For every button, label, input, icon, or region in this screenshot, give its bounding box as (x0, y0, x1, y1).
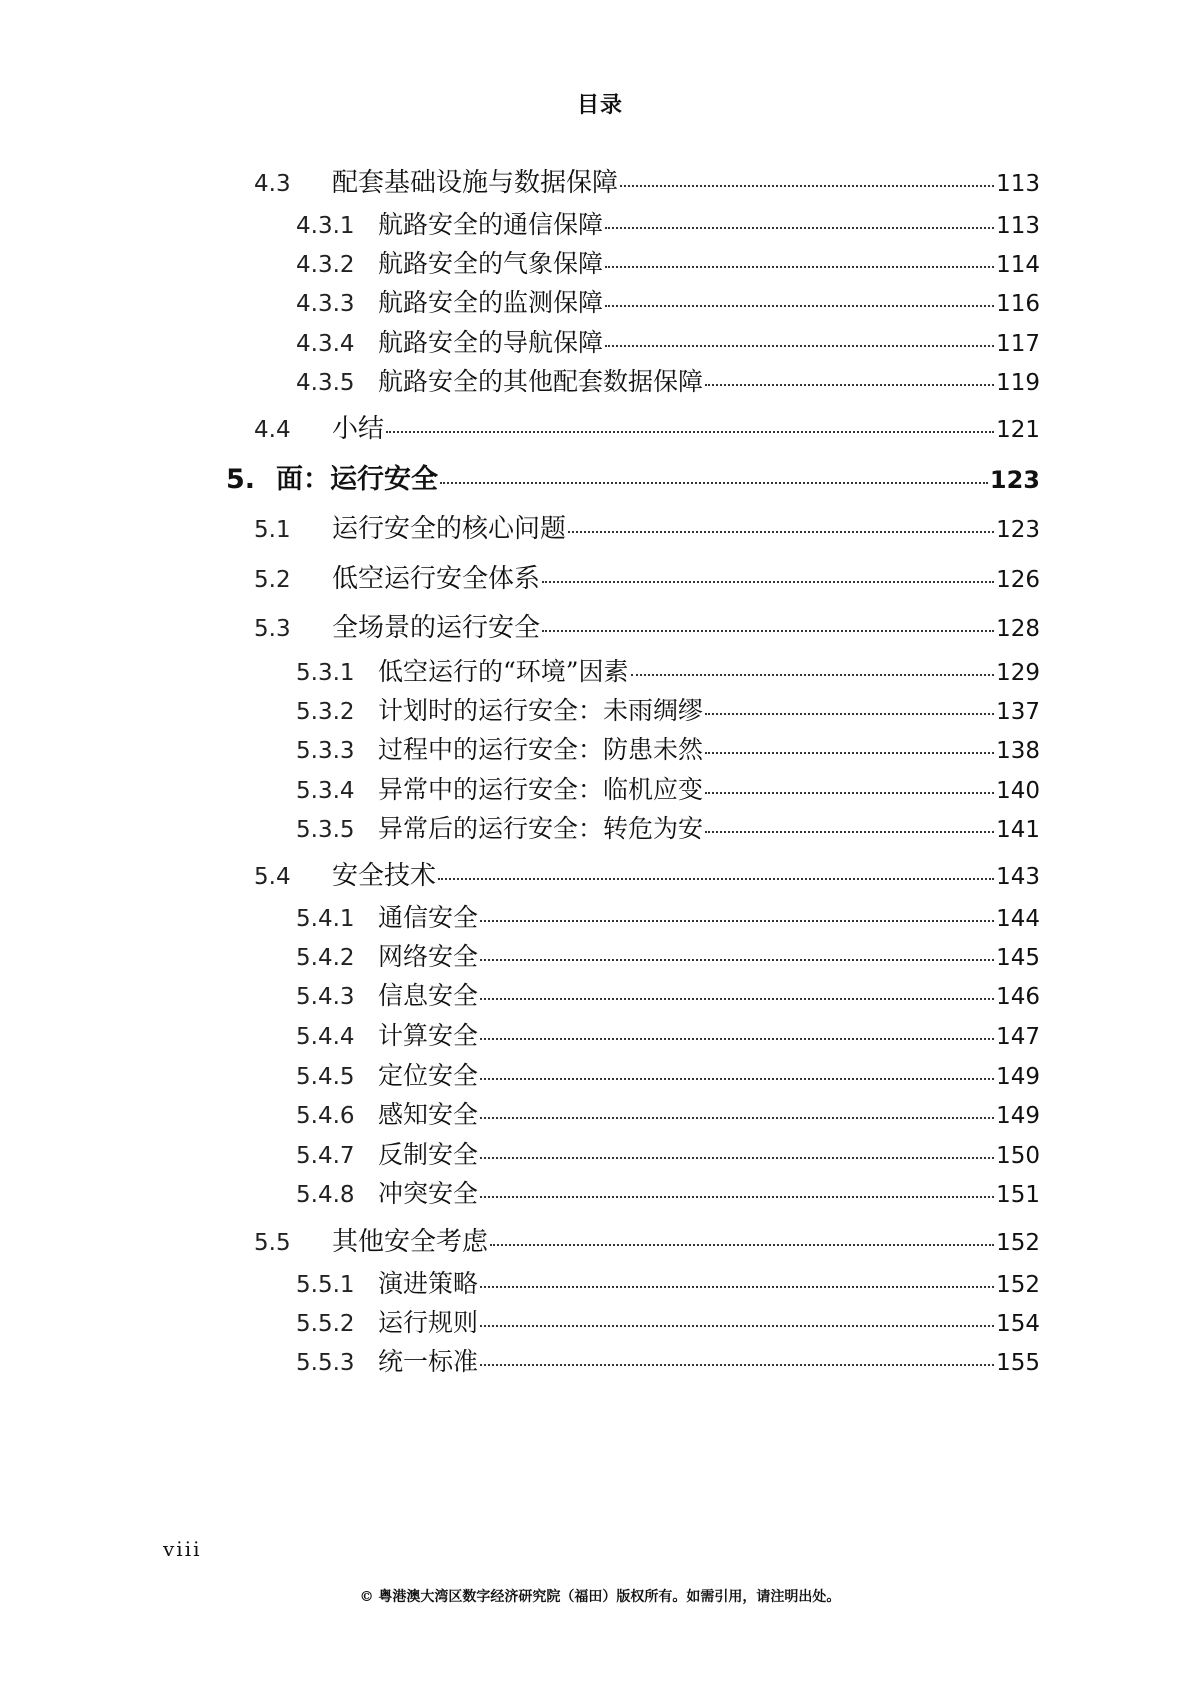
toc-entry-page: 150 (996, 1143, 1040, 1169)
toc-entry-number: 5.4 (254, 864, 291, 890)
toc-entry[interactable] (296, 691, 1040, 727)
toc-entry-page: 143 (996, 864, 1040, 890)
toc-entry-title: 其他安全考虑 (332, 1227, 489, 1257)
copyright-footer: © 粤港澳大湾区数字经济研究院（福田）版权所有。如需引用，请注明出处。 (359, 1589, 841, 1605)
toc-entry-page: 126 (996, 567, 1040, 593)
toc-entry[interactable] (296, 809, 1040, 845)
toc-entry[interactable] (254, 607, 1040, 644)
toc-entry-title: 定位安全 (378, 1061, 479, 1090)
toc-entry[interactable] (296, 1135, 1040, 1171)
toc-entry-page: 129 (996, 660, 1040, 686)
toc-entry-title: 运行规则 (378, 1308, 479, 1337)
dot-leader (480, 997, 994, 1000)
toc-entry-page: 141 (996, 817, 1040, 843)
toc-entry-title: 航路安全的导航保障 (378, 328, 604, 357)
toc-entry-page: 145 (996, 945, 1040, 971)
toc-entry-number: 5.4.6 (296, 1103, 355, 1129)
dot-leader (605, 226, 994, 229)
dot-leader (480, 1156, 994, 1159)
page-title: 目录 (576, 93, 623, 118)
dot-leader (480, 1077, 994, 1080)
toc-entry-title: 航路安全的气象保障 (378, 249, 604, 278)
toc-entry-number: 5.3.3 (296, 738, 355, 764)
toc-entry-page: 113 (996, 213, 1040, 239)
toc-entry[interactable] (296, 1342, 1040, 1378)
toc-entry-page: 154 (996, 1311, 1040, 1337)
toc-entry[interactable] (296, 937, 1040, 973)
toc-entry-title: 过程中的运行安全：防患未然 (378, 735, 704, 764)
dot-leader (620, 184, 994, 187)
toc-entry[interactable] (254, 162, 1040, 199)
toc-entry[interactable] (296, 244, 1040, 280)
toc-entry-number: 5.4.4 (296, 1024, 355, 1050)
toc-entry-number: 5. (226, 464, 256, 495)
toc-entry-page: 140 (996, 778, 1040, 804)
toc-entry-title: 运行安全的核心问题 (332, 514, 567, 544)
dot-leader (542, 629, 994, 632)
toc-entry-page: 152 (996, 1272, 1040, 1298)
toc-entry-page: 116 (996, 291, 1040, 317)
toc-entry[interactable] (296, 1016, 1040, 1052)
toc-entry-title: 计划时的运行安全：未雨绸缪 (378, 696, 704, 725)
toc-entry[interactable] (296, 1056, 1040, 1092)
toc-entry-number: 5.4.3 (296, 984, 355, 1010)
toc-entry-number: 5.3.1 (296, 660, 355, 686)
dot-leader (386, 430, 994, 433)
toc-entry-page: 147 (996, 1024, 1040, 1050)
toc-entry[interactable] (296, 1095, 1040, 1131)
toc-entry[interactable] (296, 770, 1040, 806)
toc-entry-title: 航路安全的通信保障 (378, 210, 604, 239)
toc-entry-number: 5.5.3 (296, 1350, 355, 1376)
toc-entry-title: 低空运行的“环境”因素 (378, 657, 629, 686)
dot-leader (490, 1243, 994, 1246)
toc-entry-number: 5.5 (254, 1230, 291, 1256)
toc-entry-page: 119 (996, 370, 1040, 396)
toc-entry-page: 146 (996, 984, 1040, 1010)
toc-entry[interactable] (296, 1174, 1040, 1210)
toc-entry[interactable] (254, 508, 1040, 545)
toc-entry-number: 5.2 (254, 567, 291, 593)
toc-entry[interactable] (296, 976, 1040, 1012)
toc-entry-title: 演进策略 (378, 1269, 479, 1298)
dot-leader (705, 791, 994, 794)
toc-entry-number: 5.5.2 (296, 1311, 355, 1337)
toc-entry-number: 4.3.1 (296, 213, 355, 239)
toc-entry-title: 航路安全的监测保障 (378, 288, 604, 317)
toc-entry-title: 配套基础设施与数据保障 (332, 168, 619, 198)
toc-entry-page: 123 (996, 517, 1040, 543)
toc-entry-number: 4.3 (254, 171, 291, 197)
toc-entry-title: 异常中的运行安全：临机应变 (378, 775, 704, 804)
dot-leader (480, 1195, 994, 1198)
toc-entry-page: 149 (996, 1064, 1040, 1090)
toc-entry-number: 4.3.5 (296, 370, 355, 396)
dot-leader (542, 580, 994, 583)
toc-entry-title: 通信安全 (378, 903, 479, 932)
toc-entry-page: 117 (996, 331, 1040, 357)
toc-entry-title: 计算安全 (378, 1021, 479, 1050)
toc-entry-title: 信息安全 (378, 981, 479, 1010)
toc-entry-title: 冲突安全 (378, 1179, 479, 1208)
toc-entry-number: 4.3.2 (296, 252, 355, 278)
toc-entry[interactable] (296, 1264, 1040, 1300)
toc-entry-number: 5.3.2 (296, 699, 355, 725)
toc-entry[interactable] (296, 362, 1040, 398)
toc-entry-number: 4.3.3 (296, 291, 355, 317)
toc-entry-title: 低空运行安全体系 (332, 564, 541, 594)
toc-entry-number: 5.5.1 (296, 1272, 355, 1298)
dot-leader (480, 1037, 994, 1040)
toc-entry-title: 异常后的运行安全：转危为安 (378, 814, 704, 843)
toc-entry[interactable] (254, 855, 1040, 892)
dot-leader (705, 712, 994, 715)
toc-entry-page: 128 (996, 616, 1040, 642)
dot-leader (480, 919, 994, 922)
dot-leader (605, 265, 994, 268)
dot-leader (438, 877, 994, 880)
toc-entry-page: 113 (996, 171, 1040, 197)
toc-entry-number: 5.3 (254, 616, 291, 642)
dot-leader (631, 673, 995, 676)
toc-entry-title: 安全技术 (332, 861, 437, 891)
toc-entry-title: 航路安全的其他配套数据保障 (378, 367, 704, 396)
toc-entry-number: 5.4.2 (296, 945, 355, 971)
toc-entry-number: 5.1 (254, 517, 291, 543)
toc-entry-number: 5.4.7 (296, 1143, 355, 1169)
toc-entry-title: 网络安全 (378, 942, 479, 971)
toc-entry-page: 138 (996, 738, 1040, 764)
toc-entry-title: 全场景的运行安全 (332, 613, 541, 643)
toc-entry-number: 5.4.1 (296, 906, 355, 932)
toc-entry[interactable] (254, 1221, 1040, 1258)
toc-entry-number: 5.4.5 (296, 1064, 355, 1090)
toc-entry-number: 5.3.5 (296, 817, 355, 843)
toc-entry-page: 121 (996, 417, 1040, 443)
toc-entry-number: 4.3.4 (296, 331, 355, 357)
toc-entry-page: 144 (996, 906, 1040, 932)
page-number: viii (163, 1537, 202, 1561)
dot-leader (480, 1363, 994, 1366)
dot-leader (480, 1324, 994, 1327)
toc-entry-title: 统一标准 (378, 1347, 479, 1376)
toc-entry[interactable] (296, 730, 1040, 766)
toc-entry-number: 4.4 (254, 417, 291, 443)
toc-entry[interactable] (254, 408, 1040, 445)
toc-entry-page: 137 (996, 699, 1040, 725)
toc-entry[interactable] (296, 205, 1040, 241)
dot-leader (480, 958, 994, 961)
toc-entry-title: 反制安全 (378, 1140, 479, 1169)
dot-leader (480, 1285, 994, 1288)
toc-entry-page: 151 (996, 1182, 1040, 1208)
toc-entry[interactable] (296, 323, 1040, 359)
dot-leader (605, 304, 994, 307)
toc-entry-title: 感知安全 (378, 1100, 479, 1129)
toc-entry-title: 小结 (332, 414, 385, 444)
toc-entry[interactable] (254, 558, 1040, 595)
toc-entry-page: 152 (996, 1230, 1040, 1256)
toc-entry-number: 5.3.4 (296, 778, 355, 804)
toc-entry-title: 面：运行安全 (276, 464, 438, 495)
dot-leader (705, 383, 994, 386)
toc-entry-page: 149 (996, 1103, 1040, 1129)
toc-entry[interactable] (296, 898, 1040, 934)
dot-leader (705, 751, 994, 754)
toc-entry-page: 123 (989, 466, 1040, 494)
toc-entry[interactable] (296, 1303, 1040, 1339)
toc-entry[interactable] (296, 652, 1040, 688)
dot-leader (480, 1116, 994, 1119)
toc-entry-page: 155 (996, 1350, 1040, 1376)
dot-leader (568, 530, 994, 533)
toc-entry-page: 114 (996, 252, 1040, 278)
toc-entry-number: 5.4.8 (296, 1182, 355, 1208)
dot-leader (705, 830, 994, 833)
dot-leader (440, 481, 988, 484)
toc-entry[interactable] (226, 457, 1040, 496)
dot-leader (605, 344, 994, 347)
toc-entry[interactable] (296, 283, 1040, 319)
